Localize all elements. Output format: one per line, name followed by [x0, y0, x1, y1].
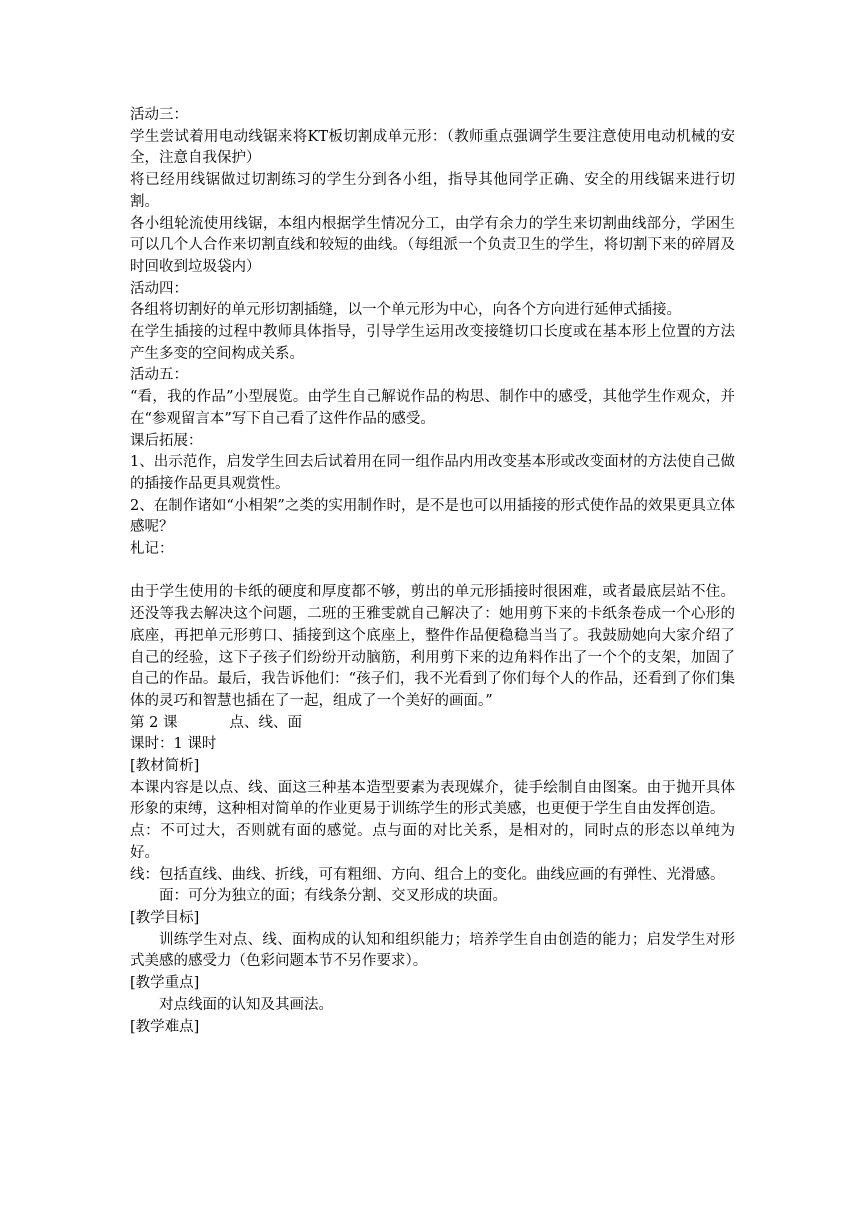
blank-line [130, 561, 735, 583]
paragraph: “看，我的作品”小型展览。由学生自己解说作品的构思、制作中的感受，其他学生作观众，并在“参观留言本”写下自己看了这件作品的感受。 [130, 389, 735, 427]
paragraph: 点：不可过大，否则就有面的感觉。点与面的对比关系，是相对的，同时点的形态以单纯为好。 [130, 823, 735, 861]
class-hours: 课时：1 课时 [130, 736, 217, 753]
section-heading: [教材简析] [130, 758, 200, 775]
paragraph: 训练学生对点、线、面构成的认知和组织能力；培养学生自由创造的能力；启发学生对形式美感的感受力（色彩问题本节不另作要求）。 [130, 931, 735, 970]
paragraph: 学生尝试着用电动线锯来将KT板切割成单元形：（教师重点强调学生要注意使用电动机械的安全，注意自我保护） [130, 128, 735, 167]
heading-activity-5: 活动五： [130, 367, 188, 384]
paragraph: 各小组轮流使用线锯，本组内根据学生情况分工，由学有余力的学生来切割曲线部分，学困生可以几个人合作来切割直线和较短的曲线。（每组派一个负责卫生的学生，将切割下来的碎屑及时回收到垃圾袋内） [130, 215, 735, 275]
paragraph: 线：包括直线、曲线、折线，可有粗细、方向、组合上的变化。曲线应画的有弹性、光滑感。 [130, 866, 725, 883]
section-heading: [教学目标] [130, 910, 200, 926]
paragraph: 2、在制作诸如“小相架”之类的实用制作时，是不是也可以用插接的形式使作品的效果更具立体感呢？ [130, 497, 735, 536]
paragraph: 各组将切割好的单元形切割插缝，以一个单元形为中心，向各个方向进行延伸式插接。 [130, 302, 681, 319]
section-heading: [教学难点] [130, 1018, 200, 1035]
heading-extension: 课后拓展： [130, 432, 203, 449]
paragraph: 在学生插接的过程中教师具体指导，引导学生运用改变接缝切口长度或在基本形上位置的方法产生多变的空间构成关系。 [130, 324, 735, 362]
lesson-title [130, 713, 735, 735]
document-body [130, 105, 735, 1038]
paragraph: 由于学生使用的卡纸的硬度和厚度都不够，剪出的单元形插接时很困难，或者最底层站不住。还没等我去解决这个问题，二班的王雅雯就自己解决了：她用剪下来的卡纸条卷成一个心形的底座，再把单元形剪口、插接到这个底座上，整件作品便稳稳当当了。我鼓励她向大家介绍了自己的经验，这下子孩子们纷纷开动脑筋，利用剪下来的边角料作出了一个个的支架，加固了自己的作品。最后，我告诉他们：“孩子们，我不光看到了你们每个人的作品，还看到了你们集体的灵巧和智慧也插在了一起，组成了一个美好的画面。” [130, 584, 735, 709]
paragraph: 面：可分为独立的面；有线条分割、交叉形成的块面。 [159, 888, 507, 905]
heading-activity-3: 活动三： [130, 107, 188, 123]
heading-notes: 札记： [130, 541, 174, 558]
heading-activity-4: 活动四： [130, 280, 188, 297]
section-heading: [教学重点] [130, 975, 200, 992]
paragraph: 对点线面的认知及其画法。 [159, 996, 333, 1013]
lesson-number: 第 2 课 [130, 714, 178, 731]
paragraph: 将已经用线锯做过切割练习的学生分到各小组，指导其他同学正确、安全的用线锯来进行切割。 [130, 172, 735, 210]
paragraph: 本课内容是以点、线、面这三种基本造型要素为表现媒介，徒手绘制自由图案。由于抛开具体形象的束缚，这种相对简单的作业更易于训练学生的形式美感，也更便于学生自由发挥创造。 [130, 779, 735, 818]
paragraph: 1、出示范作，启发学生回去后试着用在同一组作品内用改变基本形或改变面材的方法使自己做的插接作品更具观赏性。 [130, 454, 735, 492]
lesson-name: 点、线、面 [229, 714, 302, 731]
